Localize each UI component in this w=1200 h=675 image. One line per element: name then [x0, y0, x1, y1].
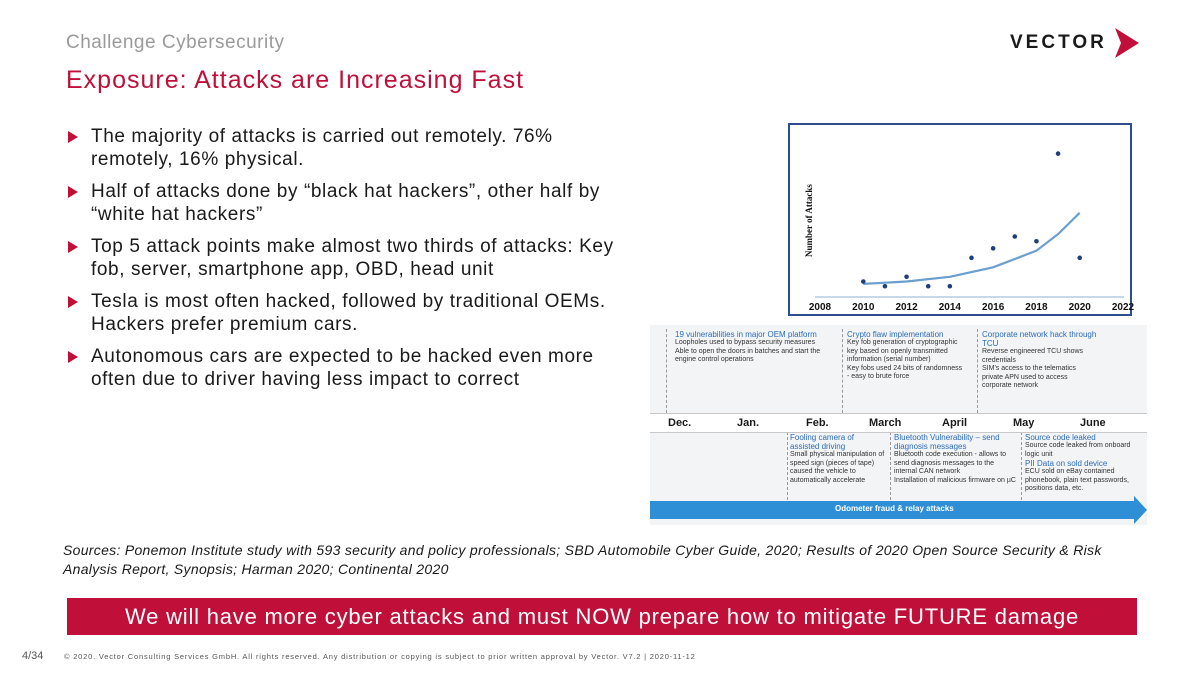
timeline-divider — [890, 432, 891, 500]
trend-curve — [863, 213, 1079, 284]
bullet-text: Half of attacks done by “black hat hackers”, other half by “white hat hackers” — [91, 181, 600, 225]
timeline-divider — [1021, 432, 1022, 500]
timeline-event — [790, 433, 885, 485]
arrowhead-icon — [1134, 496, 1147, 524]
event-detail: Reverse engineered TCU shows credentials — [982, 348, 1084, 364]
bullet-text: The majority of attacks is carried out remotely. 76% remotely, 16% physical. — [91, 126, 553, 170]
month-label: May — [1013, 417, 1035, 429]
event-title: Corporate network hack through TCU — [982, 330, 1097, 348]
month-label: Dec. — [668, 417, 692, 429]
timeline-event — [1025, 433, 1143, 494]
data-point — [991, 246, 996, 251]
month-label: April — [942, 417, 968, 429]
data-point — [1012, 234, 1017, 239]
vector-logo — [1010, 28, 1140, 58]
bullet-triangle-icon — [68, 296, 78, 308]
key-message-banner: We will have more cyber attacks and must NOW prepare how to mitigate FUTURE damage — [67, 598, 1137, 635]
y-axis-label: Number of Attacks — [804, 184, 814, 257]
x-tick-label: 2012 — [895, 302, 918, 313]
event-title: Bluetooth Vulnerability – send diagnosis messages — [894, 433, 1000, 451]
data-point — [1056, 151, 1061, 156]
bullet-triangle-icon — [68, 186, 78, 198]
bullet-text: Autonomous cars are expected to be hacked even more often due to driver having less impact to correct — [91, 346, 594, 390]
event-detail: Key fobs used 24 bits of randomness - easy to brute force — [847, 364, 963, 380]
copyright-footer: © 2020. Vector Consulting Services GmbH. All rights reserved. Any distribution or copying is subject to prior written approval by Vector. V7.2 | 2020-11-12 — [64, 652, 696, 661]
event-title: PII Data on sold device — [1025, 459, 1108, 468]
bullet-text: Tesla is most often hacked, followed by traditional OEMs. Hackers prefer premium cars. — [91, 291, 606, 335]
data-point — [904, 274, 909, 279]
bullet-triangle-icon — [68, 131, 78, 143]
timeline-event — [982, 330, 1097, 391]
x-tick-label: 2008 — [808, 302, 832, 313]
timeline-event — [847, 330, 965, 382]
event-detail: Small physical manipulation of speed sign (pieces of tape) caused the vehicle to automatically accelerate — [790, 451, 885, 484]
data-point — [948, 284, 953, 289]
timeline-divider — [977, 329, 978, 413]
data-point — [883, 284, 888, 289]
event-detail: Loopholes used to bypass security measures — [675, 339, 816, 346]
event-detail: Installation of malicious firmware on µC — [894, 476, 1016, 484]
data-point — [1077, 256, 1082, 261]
timeline-event — [675, 330, 825, 365]
attack-timeline — [650, 325, 1147, 525]
attacks-chart — [788, 123, 1135, 316]
event-detail: Bluetooth code execution - allows to send diagnosis messages to the internal CAN network — [894, 451, 1007, 475]
bullet-triangle-icon — [68, 241, 78, 253]
event-title: Fooling camera of assisted driving — [790, 433, 855, 451]
event-detail: Source code leaked from onboard logic unit — [1025, 442, 1131, 458]
x-tick-label: 2016 — [982, 302, 1005, 313]
chevron-logo-icon — [1113, 28, 1141, 58]
timeline-divider — [787, 432, 788, 500]
bullet-item — [66, 126, 616, 171]
bullet-item — [66, 346, 616, 391]
bullet-item — [66, 181, 616, 226]
event-detail: ECU sold on eBay contained phonebook, plain text passwords, positions data, etc. — [1025, 468, 1129, 492]
arrow-label: Odometer fraud & relay attacks — [835, 504, 954, 513]
bullet-item — [66, 291, 616, 336]
attacks-chart-svg — [790, 125, 1135, 314]
timeline-divider — [666, 329, 667, 413]
event-title: Source code leaked — [1025, 433, 1096, 442]
bullet-text: Top 5 attack points make almost two thirds of attacks: Key fob, server, smartphone app, OBD, head unit — [91, 236, 614, 280]
x-tick-label: 2018 — [1025, 302, 1048, 313]
data-point — [861, 279, 866, 284]
event-title: 19 vulnerabilities in major OEM platform — [675, 330, 817, 339]
x-tick-label: 2020 — [1068, 302, 1091, 313]
bullet-triangle-icon — [68, 351, 78, 363]
x-tick-label: 2010 — [852, 302, 875, 313]
timeline-divider — [842, 329, 843, 413]
data-point — [926, 284, 931, 289]
month-label: March — [869, 417, 902, 429]
month-label: Jan. — [737, 417, 760, 429]
event-detail: Able to open the doors in batches and start the engine control operations — [675, 347, 821, 363]
month-label: Feb. — [806, 417, 829, 429]
x-tick-label: 2014 — [938, 302, 961, 313]
month-axis — [650, 413, 1147, 433]
slide-title: Exposure: Attacks are Increasing Fast — [66, 66, 525, 94]
bullet-item — [66, 236, 616, 281]
logo-text: VECTOR — [1010, 32, 1107, 53]
data-point — [1034, 239, 1039, 244]
x-tick-label: 2022 — [1111, 302, 1135, 313]
sources-note: Sources: Ponemon Institute study with 593 security and policy professionals; SBD Automobile Cyber Guide, 2020; Results of 2020 Open Source Security & Risk Analysis Report, Synopsis; Harman 2020; Continental 2020 — [63, 542, 1102, 577]
event-title: Crypto flaw implementation — [847, 330, 944, 339]
timeline-event — [894, 433, 1018, 485]
page-number: 4/34 — [22, 650, 44, 662]
month-label: June — [1080, 417, 1106, 429]
data-point — [969, 256, 974, 261]
bullet-list — [66, 126, 616, 401]
event-detail: SIM's access to the telematics private APN used to access corporate network — [982, 365, 1076, 389]
section-label: Challenge Cybersecurity — [66, 32, 285, 53]
event-detail: Key fob generation of cryptographic key based on openly transmitted information (serial number) — [847, 339, 958, 363]
